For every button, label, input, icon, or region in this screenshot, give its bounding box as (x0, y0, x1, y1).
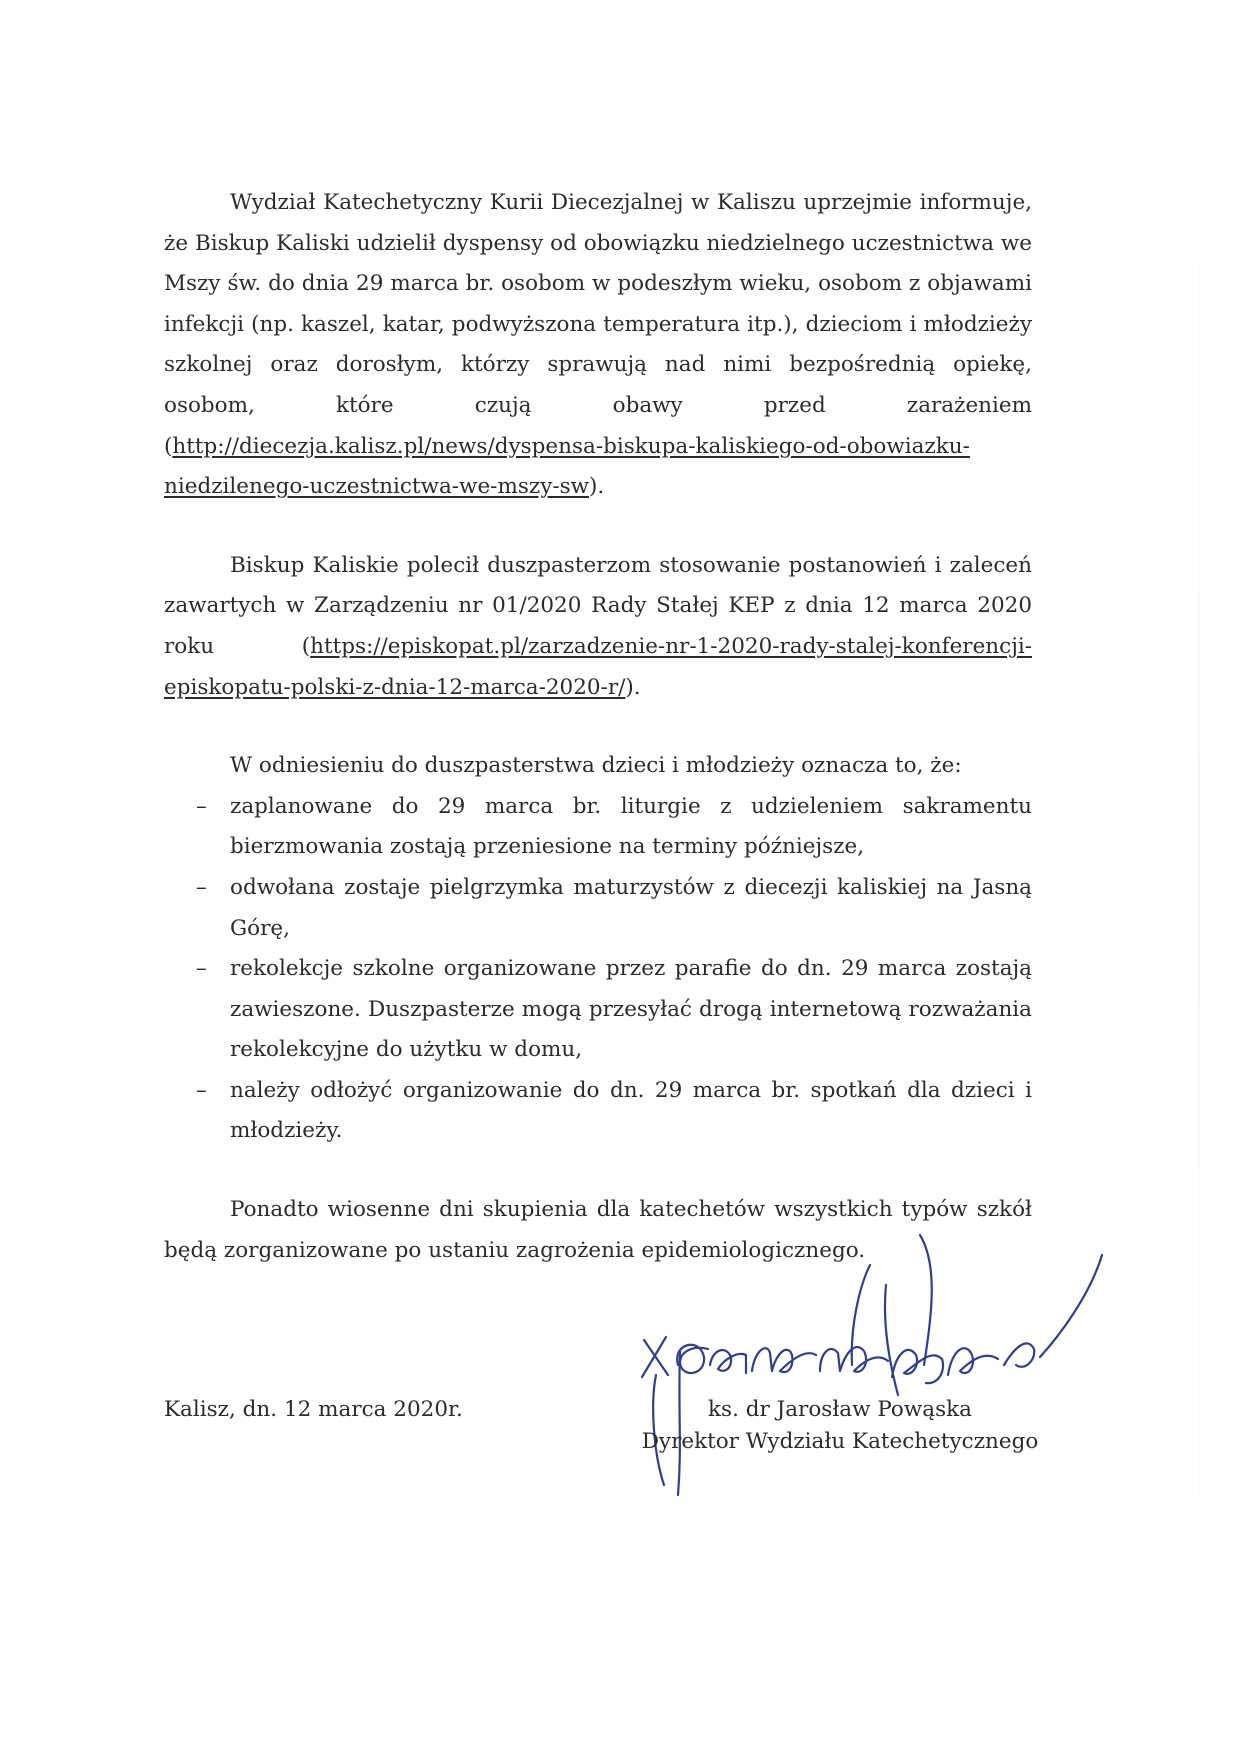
dash-bullet: – (196, 956, 207, 982)
signatory-title: Dyrektor Wydziału Katechetycznego (641, 1429, 1039, 1454)
dash-bullet: – (196, 874, 207, 900)
paragraph-list-intro: W odniesieniu do duszpasterstwa dzieci i młodzieży oznacza to, że: (230, 753, 962, 779)
list-item: – należy odłożyć organizowanie do dn. 29 marca br. spotkań dla dzieci i młodzieży. (164, 1071, 1032, 1152)
list-item: – odwołana zostaje pielgrzymka maturzystów z diecezji kaliskiej na Jasną Górę, (164, 868, 1032, 949)
paragraph-bishop-order: Biskup Kaliskie polecił duszpasterzom stosowanie postanowień i zaleceń zawartych w Zarządzeniu nr 01/2020 Rady Stałej KEP z dnia 12 marca 2020 roku (https://episkopat.pl/zarzadzenie-nr-1-2020-rady-stalej-konferencji-episkopatu-polski-z-dnia-12-marca-2020-r/). (164, 552, 1032, 700)
dash-bullet: – (196, 1077, 207, 1103)
paragraph-retreat-days: Ponadto wiosenne dni skupienia dla katechetów wszystkich typów szkół będą zorganizowane po ustaniu zagrożenia epidemiologicznego. (164, 1197, 1032, 1263)
list-item: – zaplanowane do 29 marca br. liturgie z udzieleniem sakramentu bierzmowania zostają przeniesione na terminy późniejsze, (164, 787, 1032, 868)
dash-bullet: – (196, 793, 207, 819)
list-item: – rekolekcje szkolne organizowane przez parafie do dn. 29 marca zostają zawieszone. Duszpasterze mogą przesyłać drogą internetową rozważania rekolekcyjne do użytku w domu, (164, 949, 1032, 1071)
place-and-date: Kalisz, dn. 12 marca 2020r. (164, 1397, 463, 1422)
episkopat-link[interactable]: https://episkopat.pl/zarzadzenie-nr-1-2020-rady-stalej-konferencji-episkopatu-polski-z-dnia-12-marca-2020-r/ (164, 633, 1032, 700)
diocese-news-link[interactable]: http://diecezja.kalisz.pl/news/dyspensa-biskupa-kaliskiego-od-obowiazku-niedzilenego-uczestnictwa-we-mszy-sw (164, 433, 970, 500)
signatory-name: ks. dr Jarosław Powąska (708, 1397, 972, 1422)
handwritten-signature (620, 1225, 1120, 1525)
scan-edge (1198, 60, 1200, 1700)
signatory-block (640, 1394, 1040, 1458)
measures-list (164, 787, 1032, 1152)
letter-body (164, 183, 1032, 1271)
paragraph-dispensation: Wydział Katechetyczny Kurii Diecezjalnej w Kaliszu uprzejmie informuje, że Biskup Kaliski udzielił dyspensy od obowiązku niedzielnego uczestnictwa we Mszy św. do dnia 29 marca br. osobom w podeszłym wieku, osobom z objawami infekcji (np. kaszel, katar, podwyższona temperatura itp.), dzieciom i młodzieży szkolnej oraz dorosłym, którzy sprawują nad nimi bezpośrednią opiekę, osobom, które czują obawy przed zarażeniem (http://diecezja.kalisz.pl/news/dyspensa-biskupa-kaliskiego-od-obowiazku-niedzilenego-uczestnictwa-we-mszy-sw). (164, 190, 1032, 500)
